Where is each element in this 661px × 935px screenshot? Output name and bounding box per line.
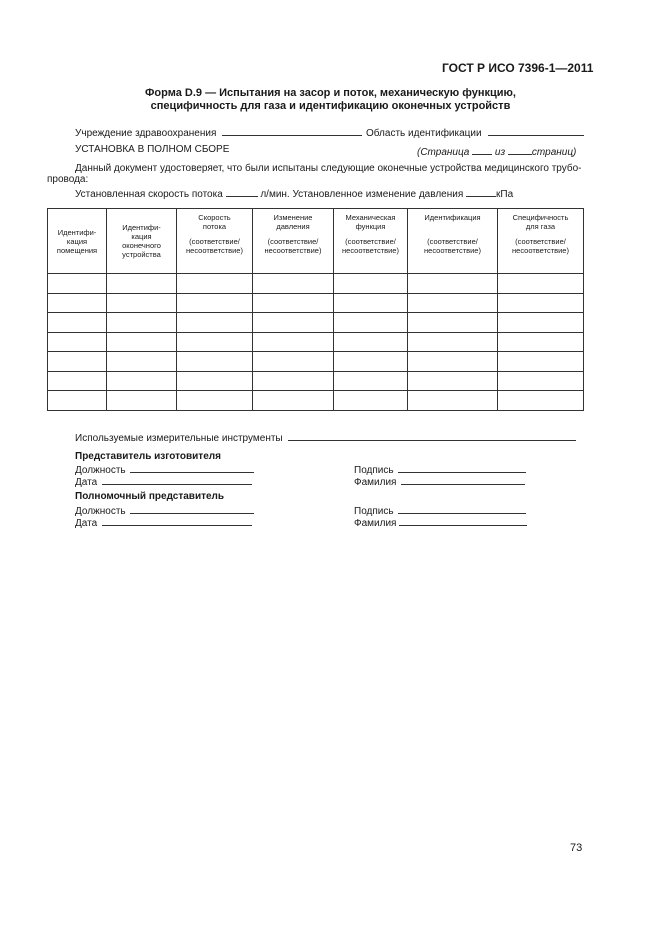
table-cell[interactable] xyxy=(408,274,498,294)
assembly-label: УСТАНОВКА В ПОЛНОМ СБОРЕ xyxy=(75,144,230,155)
table-cell[interactable] xyxy=(408,371,498,391)
page-total-field[interactable] xyxy=(508,144,532,155)
manufacturer-signature-label: Подпись xyxy=(354,465,394,476)
instruments-row xyxy=(75,430,576,445)
col-outlet-id-title: Идентифи- кация оконечного устройства xyxy=(122,223,161,259)
col-pressure-change-title: Изменение давления xyxy=(273,213,313,231)
area-label: Область идентификации xyxy=(366,128,482,139)
manufacturer-surname-label: Фамилия xyxy=(354,477,397,488)
pressure-field[interactable] xyxy=(466,186,496,197)
area-row xyxy=(366,125,584,140)
form-title-line1: Форма D.9 — Испытания на засор и поток, механическую функцию, xyxy=(145,87,516,99)
flow-field[interactable] xyxy=(226,186,258,197)
table-row xyxy=(48,371,584,391)
table-cell[interactable] xyxy=(48,391,107,411)
table-cell[interactable] xyxy=(253,371,334,391)
col-identification-sub: (соответствие/ несоответствие) xyxy=(424,237,481,255)
authorized-date-label: Дата xyxy=(75,518,98,529)
col-mechanical-function xyxy=(334,209,408,274)
table-cell[interactable] xyxy=(107,313,177,333)
table-cell[interactable] xyxy=(253,352,334,372)
table-cell[interactable] xyxy=(253,332,334,352)
table-cell[interactable] xyxy=(107,391,177,411)
manufacturer-date-field[interactable] xyxy=(102,474,252,485)
authorized-signature-label: Подпись xyxy=(354,506,394,517)
page-suffix: страниц) xyxy=(531,147,577,158)
table-cell[interactable] xyxy=(498,274,584,294)
col-mechanical-function-title: Механическая функция xyxy=(345,213,396,231)
authorized-surname-label: Фамилия xyxy=(354,518,397,529)
table-cell[interactable] xyxy=(107,371,177,391)
pressure-label: Установленное изменение давления xyxy=(292,189,464,200)
table-cell[interactable] xyxy=(334,371,408,391)
table-cell[interactable] xyxy=(107,332,177,352)
manufacturer-date-row xyxy=(75,474,252,489)
statement-line1: Данный документ удостоверяет, что были испытаны следующие оконечные устройства медицинского трубо- xyxy=(75,163,582,174)
table-cell[interactable] xyxy=(48,332,107,352)
table-row xyxy=(48,293,584,313)
col-identification xyxy=(408,209,498,274)
authorized-heading: Полномочный представитель xyxy=(75,491,225,502)
table-cell[interactable] xyxy=(498,391,584,411)
col-room-id xyxy=(48,209,107,274)
col-gas-specificity-sub: (соответствие/ несоответствие) xyxy=(512,237,569,255)
page-of: из xyxy=(494,147,506,158)
col-flow-rate xyxy=(177,209,253,274)
table-cell[interactable] xyxy=(48,293,107,313)
institution-field[interactable] xyxy=(222,125,362,136)
col-flow-rate-title: Скорость потока xyxy=(198,213,231,231)
table-cell[interactable] xyxy=(498,313,584,333)
table-row xyxy=(48,332,584,352)
table-cell[interactable] xyxy=(498,332,584,352)
table-cell[interactable] xyxy=(177,293,253,313)
authorized-date-field[interactable] xyxy=(102,515,252,526)
col-mechanical-function-sub: (соответствие/ несоответствие) xyxy=(342,237,399,255)
table-cell[interactable] xyxy=(408,313,498,333)
statement-line2: провода: xyxy=(47,174,89,185)
table-cell[interactable] xyxy=(334,293,408,313)
table-cell[interactable] xyxy=(177,371,253,391)
authorized-surname-field[interactable] xyxy=(399,515,527,526)
manufacturer-position-field[interactable] xyxy=(130,462,254,473)
table-cell[interactable] xyxy=(177,274,253,294)
authorized-date-row xyxy=(75,515,252,530)
table-cell[interactable] xyxy=(253,391,334,411)
table-cell[interactable] xyxy=(408,352,498,372)
table-row xyxy=(48,391,584,411)
table-cell[interactable] xyxy=(253,274,334,294)
col-room-id-title: Идентифи- кация помещения xyxy=(56,227,98,255)
table-cell[interactable] xyxy=(107,293,177,313)
area-field[interactable] xyxy=(488,125,584,136)
instruments-label: Используемые измерительные инструменты xyxy=(75,433,283,444)
table-header-row xyxy=(48,209,584,274)
authorized-surname-row xyxy=(354,515,527,530)
test-results-table xyxy=(47,208,584,411)
table-cell[interactable] xyxy=(334,391,408,411)
authorized-position-label: Должность xyxy=(75,506,126,517)
table-cell[interactable] xyxy=(177,332,253,352)
page-prefix: (Страница xyxy=(417,147,470,158)
table-cell[interactable] xyxy=(498,371,584,391)
table-cell[interactable] xyxy=(498,293,584,313)
flow-label: Установленная скорость потока xyxy=(75,189,223,200)
table-cell[interactable] xyxy=(177,313,253,333)
manufacturer-position-label: Должность xyxy=(75,465,126,476)
table-cell[interactable] xyxy=(48,352,107,372)
form-title-line2: специфичность для газа и идентификацию оконечных устройств xyxy=(150,100,511,112)
table-cell[interactable] xyxy=(334,313,408,333)
table-row xyxy=(48,274,584,294)
table-cell[interactable] xyxy=(177,352,253,372)
page-number: 73 xyxy=(570,842,583,854)
col-pressure-change xyxy=(253,209,334,274)
instruments-field[interactable] xyxy=(288,430,576,441)
table-cell[interactable] xyxy=(408,332,498,352)
table-cell[interactable] xyxy=(107,274,177,294)
page-counter xyxy=(417,144,576,159)
table-cell[interactable] xyxy=(107,352,177,372)
authorized-position-field[interactable] xyxy=(130,503,254,514)
page-current-field[interactable] xyxy=(472,144,492,155)
manufacturer-surname-row xyxy=(354,474,525,489)
table-cell[interactable] xyxy=(177,391,253,411)
table-cell[interactable] xyxy=(498,352,584,372)
col-gas-specificity xyxy=(498,209,584,274)
settings-row xyxy=(75,186,513,201)
table-cell[interactable] xyxy=(408,391,498,411)
col-gas-specificity-title: Специфичность для газа xyxy=(512,213,569,231)
col-pressure-change-sub: (соответствие/ несоответствие) xyxy=(264,237,322,255)
table-row xyxy=(48,352,584,372)
flow-unit: л/мин. xyxy=(260,189,290,200)
table-cell[interactable] xyxy=(408,293,498,313)
manufacturer-date-label: Дата xyxy=(75,477,98,488)
col-outlet-id xyxy=(107,209,177,274)
table-cell[interactable] xyxy=(48,371,107,391)
table-cell[interactable] xyxy=(48,313,107,333)
table-cell[interactable] xyxy=(253,293,334,313)
table-cell[interactable] xyxy=(48,274,107,294)
institution-row xyxy=(75,125,362,140)
table-cell[interactable] xyxy=(334,274,408,294)
col-identification-title: Идентификация xyxy=(424,213,481,222)
table-cell[interactable] xyxy=(253,313,334,333)
manufacturer-signature-field[interactable] xyxy=(398,462,526,473)
authorized-signature-field[interactable] xyxy=(398,503,526,514)
table-cell[interactable] xyxy=(334,332,408,352)
col-flow-rate-sub: (соответствие/ несоответствие) xyxy=(186,237,243,255)
manufacturer-heading: Представитель изготовителя xyxy=(75,451,221,462)
institution-label: Учреждение здравоохранения xyxy=(75,128,217,139)
table-cell[interactable] xyxy=(334,352,408,372)
standard-designation: ГОСТ Р ИСО 7396-1—2011 xyxy=(442,61,594,75)
table-row xyxy=(48,313,584,333)
manufacturer-surname-field[interactable] xyxy=(401,474,525,485)
pressure-unit: кПа xyxy=(496,189,514,200)
